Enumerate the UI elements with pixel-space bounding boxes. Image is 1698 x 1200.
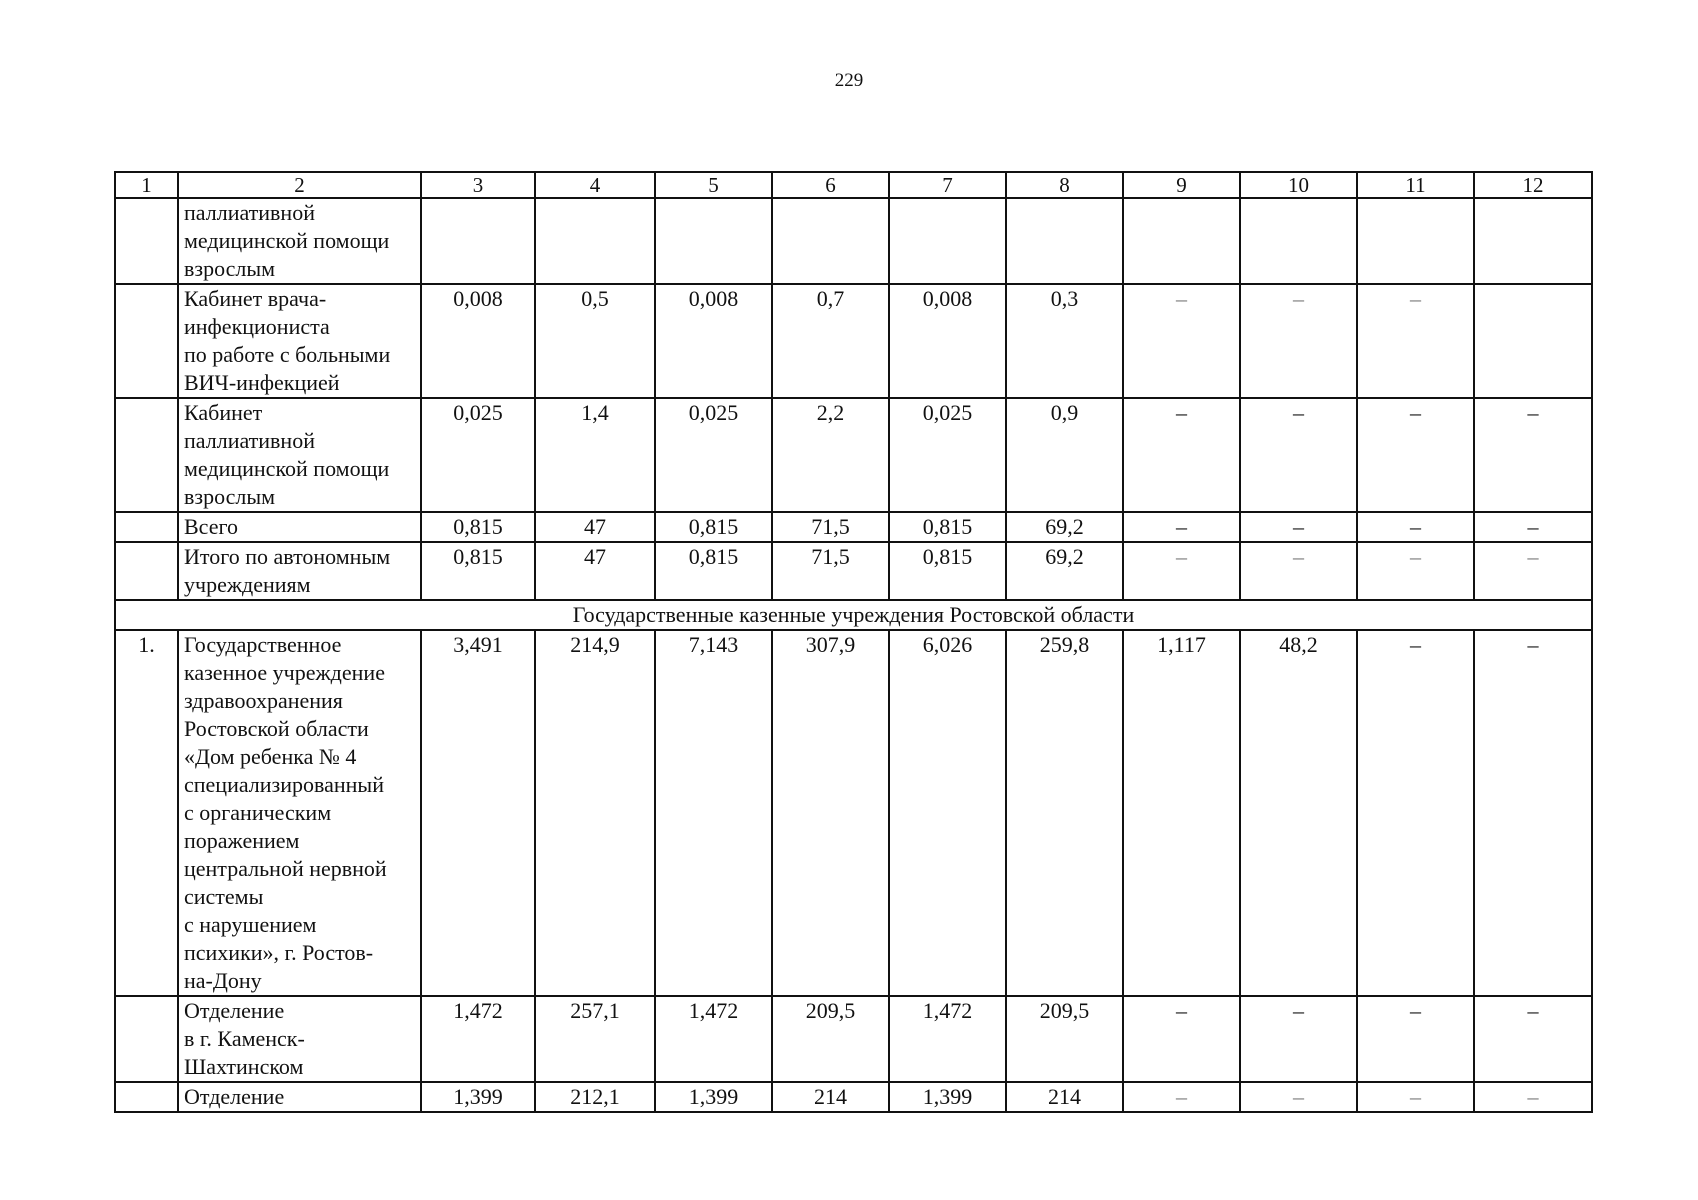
value-cell <box>772 198 889 284</box>
value-cell: 69,2 <box>1006 512 1123 542</box>
value-cell: – <box>1474 996 1592 1082</box>
header-cell: 1 <box>115 172 178 198</box>
row-number-cell <box>115 512 178 542</box>
row-name-cell: Кабинет врача- инфекциониста по работе с больными ВИЧ-инфекцией <box>178 284 421 398</box>
table-row <box>115 542 1592 600</box>
value-cell: 71,5 <box>772 512 889 542</box>
table-row <box>115 1082 1592 1112</box>
value-cell: 48,2 <box>1240 630 1357 996</box>
section-row <box>115 600 1592 630</box>
value-cell: – <box>1123 284 1240 398</box>
value-cell: 0,008 <box>889 284 1006 398</box>
value-cell: – <box>1357 630 1474 996</box>
value-cell: 1,472 <box>655 996 772 1082</box>
value-cell: 0,025 <box>655 398 772 512</box>
header-cell: 4 <box>535 172 655 198</box>
value-cell: – <box>1357 398 1474 512</box>
table-row <box>115 284 1592 398</box>
value-cell <box>421 198 535 284</box>
row-name-cell: Государственное казенное учреждение здравоохранения Ростовской области «Дом ребенка № 4 специализированный с органическим поражением центральной нервной системы с нарушением психики», г. Ростов- на-Дону <box>178 630 421 996</box>
value-cell: – <box>1240 398 1357 512</box>
header-cell: 8 <box>1006 172 1123 198</box>
table-body <box>115 172 1592 1112</box>
value-cell: – <box>1357 512 1474 542</box>
value-cell: 69,2 <box>1006 542 1123 600</box>
value-cell <box>1474 284 1592 398</box>
header-cell: 12 <box>1474 172 1592 198</box>
value-cell: 0,008 <box>421 284 535 398</box>
value-cell: – <box>1474 630 1592 996</box>
value-cell: 1,399 <box>421 1082 535 1112</box>
value-cell: 214 <box>1006 1082 1123 1112</box>
table-header-row <box>115 172 1592 198</box>
value-cell: 1,472 <box>421 996 535 1082</box>
value-cell: 47 <box>535 542 655 600</box>
header-cell: 5 <box>655 172 772 198</box>
value-cell: 1,4 <box>535 398 655 512</box>
value-cell: 257,1 <box>535 996 655 1082</box>
value-cell: 71,5 <box>772 542 889 600</box>
value-cell: 7,143 <box>655 630 772 996</box>
value-cell: – <box>1474 542 1592 600</box>
value-cell: 0,3 <box>1006 284 1123 398</box>
value-cell: – <box>1357 542 1474 600</box>
value-cell: – <box>1474 398 1592 512</box>
value-cell: 0,815 <box>421 542 535 600</box>
value-cell <box>1006 198 1123 284</box>
row-name-cell: паллиативной медицинской помощи взрослым <box>178 198 421 284</box>
row-number-cell <box>115 198 178 284</box>
row-number-cell <box>115 398 178 512</box>
value-cell: – <box>1357 284 1474 398</box>
value-cell: 209,5 <box>772 996 889 1082</box>
value-cell: – <box>1240 996 1357 1082</box>
row-name-cell: Отделение <box>178 1082 421 1112</box>
value-cell <box>1474 198 1592 284</box>
value-cell: – <box>1240 284 1357 398</box>
value-cell: 6,026 <box>889 630 1006 996</box>
value-cell: – <box>1240 512 1357 542</box>
table-row <box>115 198 1592 284</box>
header-cell: 9 <box>1123 172 1240 198</box>
section-title: Государственные казенные учреждения Ростовской области <box>115 600 1592 630</box>
header-cell: 10 <box>1240 172 1357 198</box>
value-cell <box>535 198 655 284</box>
row-number-cell <box>115 996 178 1082</box>
header-cell: 6 <box>772 172 889 198</box>
value-cell: 0,815 <box>889 542 1006 600</box>
table-row <box>115 996 1592 1082</box>
value-cell: – <box>1357 1082 1474 1112</box>
row-number-cell <box>115 284 178 398</box>
value-cell <box>1357 198 1474 284</box>
value-cell: 214,9 <box>535 630 655 996</box>
value-cell: – <box>1474 512 1592 542</box>
row-name-cell: Итого по автономным учреждениям <box>178 542 421 600</box>
value-cell: 3,491 <box>421 630 535 996</box>
header-cell: 7 <box>889 172 1006 198</box>
value-cell: 1,117 <box>1123 630 1240 996</box>
row-name-cell: Всего <box>178 512 421 542</box>
value-cell: 47 <box>535 512 655 542</box>
value-cell: 1,399 <box>889 1082 1006 1112</box>
row-name-cell: Отделение в г. Каменск- Шахтинском <box>178 996 421 1082</box>
value-cell: – <box>1123 512 1240 542</box>
header-cell: 3 <box>421 172 535 198</box>
value-cell: – <box>1123 1082 1240 1112</box>
value-cell: 1,399 <box>655 1082 772 1112</box>
value-cell <box>889 198 1006 284</box>
row-number-cell <box>115 542 178 600</box>
value-cell: – <box>1240 542 1357 600</box>
value-cell: – <box>1240 1082 1357 1112</box>
value-cell: 0,008 <box>655 284 772 398</box>
page-number: 229 <box>834 70 864 91</box>
value-cell: 0,025 <box>889 398 1006 512</box>
value-cell: – <box>1474 1082 1592 1112</box>
value-cell: 0,815 <box>889 512 1006 542</box>
value-cell <box>1240 198 1357 284</box>
value-cell: 0,5 <box>535 284 655 398</box>
value-cell: 259,8 <box>1006 630 1123 996</box>
value-cell: 209,5 <box>1006 996 1123 1082</box>
row-number-cell: 1. <box>115 630 178 996</box>
value-cell: 1,472 <box>889 996 1006 1082</box>
value-cell: 0,7 <box>772 284 889 398</box>
table-row <box>115 512 1592 542</box>
value-cell: – <box>1123 398 1240 512</box>
data-table <box>114 171 1593 1113</box>
value-cell: 0,025 <box>421 398 535 512</box>
value-cell: – <box>1123 996 1240 1082</box>
value-cell: 307,9 <box>772 630 889 996</box>
header-cell: 11 <box>1357 172 1474 198</box>
value-cell <box>655 198 772 284</box>
value-cell: 0,815 <box>655 512 772 542</box>
value-cell: 0,815 <box>655 542 772 600</box>
value-cell <box>1123 198 1240 284</box>
table-row <box>115 630 1592 996</box>
value-cell: 214 <box>772 1082 889 1112</box>
value-cell: – <box>1357 996 1474 1082</box>
value-cell: – <box>1123 542 1240 600</box>
row-name-cell: Кабинет паллиативной медицинской помощи взрослым <box>178 398 421 512</box>
value-cell: 212,1 <box>535 1082 655 1112</box>
value-cell: 0,815 <box>421 512 535 542</box>
table-row <box>115 398 1592 512</box>
row-number-cell <box>115 1082 178 1112</box>
value-cell: 2,2 <box>772 398 889 512</box>
header-cell: 2 <box>178 172 421 198</box>
value-cell: 0,9 <box>1006 398 1123 512</box>
